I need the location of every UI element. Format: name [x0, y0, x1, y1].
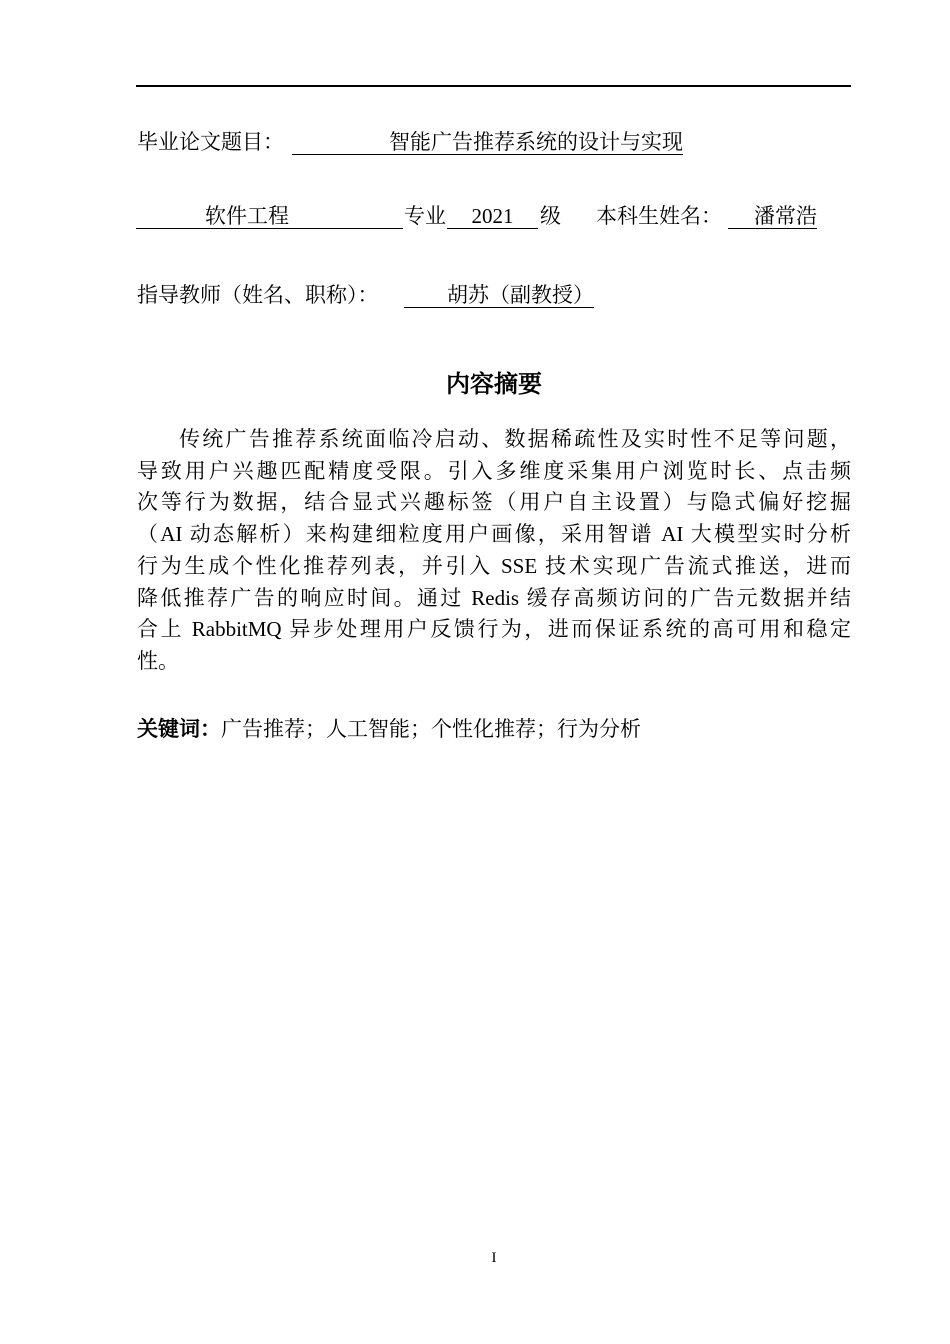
- student-name-field: 潘常浩: [728, 204, 817, 229]
- abstract-line: （AI 动态解析）来构建细粒度用户画像，采用智谱 AI 大模型实时分析: [137, 522, 851, 547]
- thesis-title-label: 毕业论文题目：: [137, 130, 284, 154]
- keywords-value: 广告推荐；人工智能；个性化推荐；行为分析: [221, 717, 641, 741]
- grade-field: 2021: [447, 204, 538, 229]
- abstract-line: 性。: [137, 648, 179, 673]
- abstract-line: 合上 RabbitMQ 异步处理用户反馈行为，进而保证系统的高可用和稳定: [137, 617, 851, 642]
- thesis-title-field: 智能广告推荐系统的设计与实现: [292, 130, 683, 155]
- abstract-line: 降低推荐广告的响应时间。通过 Redis 缓存高频访问的广告元数据并结: [137, 585, 851, 610]
- abstract-line: 次等行为数据，结合显式兴趣标签（用户自主设置）与隐式偏好挖掘: [137, 490, 851, 515]
- grade-label: 级: [540, 204, 561, 228]
- advisor-field: 胡苏（副教授）: [404, 283, 594, 308]
- header-rule: [136, 85, 851, 87]
- abstract-line: 传统广告推荐系统面临冷启动、数据稀疏性及实时性不足等问题，: [179, 427, 851, 451]
- abstract-line: 导致用户兴趣匹配精度受限。引入多维度采集用户浏览时长、点击频: [137, 458, 851, 483]
- keywords-label: 关键词：: [137, 718, 221, 741]
- advisor-label: 指导教师（姓名、职称）：: [137, 283, 379, 307]
- abstract-line: 行为生成个性化推荐列表，并引入 SSE 技术实现广告流式推送，进而: [137, 553, 851, 578]
- major-label: 专业: [404, 204, 446, 228]
- abstract-heading: 内容摘要: [446, 371, 542, 398]
- keywords: [137, 713, 851, 746]
- student-name-label: 本科生姓名：: [596, 204, 722, 228]
- major-field: 软件工程: [136, 204, 403, 229]
- page-number: I: [491, 1250, 497, 1266]
- abstract-body: [137, 424, 851, 678]
